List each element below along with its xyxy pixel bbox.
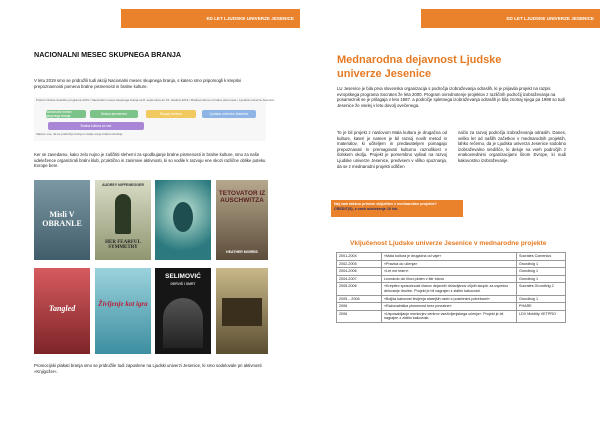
table-cell-name: »Mala kultura je drugačna od vaje« [382, 253, 517, 261]
table-row [337, 303, 566, 311]
table-cell-program: Socrates Comenius [517, 253, 566, 261]
table-cell-year: 2004-2006 [337, 268, 382, 276]
promo-line-1: Preberi zbrane dosežke programa 2019 • Nacionalni mesec skupnega branja od 8. septembra do 15. oktobra 2019 • Bralna kultura in bralna pismenost • Ljudska univerza Jesenice [36, 98, 275, 102]
book-cover-2 [95, 180, 151, 260]
book-cover-3 [155, 180, 211, 260]
promo-tag-2: Bralna pismenost [90, 110, 138, 118]
table-cell-year: 2004-2007 [337, 275, 382, 283]
table-cell-name: »Boljša kakovost življenja starejših oseb s posebnimi potrebami« [382, 295, 517, 303]
book-cover-5 [34, 268, 90, 354]
book-2-title: HER FEARFUL SYMMETRY [105, 240, 141, 250]
promo-tag-3: Skupaj beremo [146, 110, 196, 118]
right-intro-text: LU Jesenice je bila prva slovenska organizacija s področja izobraževanja odraslih, ki je prijavila projekt na razpis evropskega programa Socrates že leta 2000. Program ovrednotenje projektov z različnih področij izobraževanja na posameznik se je prilagaja v letu 1987. a področje spletnega izobraževanja odraslih je bila znotraj njega pa 1998 so tudi Jesenice že vselej v letu dovolj ovečenega. [337, 86, 565, 108]
table-cell-program: Grundtvig 1 [517, 260, 566, 268]
book-7-portrait [163, 298, 203, 348]
table-cell-name: »Pravica do učenja« [382, 260, 517, 268]
book-7-subtitle: DERVIŠ I SMRT [170, 282, 196, 286]
table-cell-year: 2005 – 2008 [337, 295, 382, 303]
promo-tag-4: Ljudska univerza Jesenice [202, 110, 256, 118]
table-row [337, 295, 566, 303]
table-cell-name: »Usposabljanje mentorjev centrov vseživljenjskega učenja«. Projekt je bil nagrajen z zlatim kakovosti. [382, 310, 517, 322]
left-header-bar [121, 9, 300, 28]
book-1-title: Misli V OBRANLE [42, 210, 82, 228]
projects-table-title: Vključenost Ljudske univerze Jesenice v mednarodne projekte [350, 240, 547, 247]
table-cell-name: »Krepitev sposobnosti članov dejavnih državljanov ciljnih skupin za uspešno delovanje družbe. Projekt je bil nagrajen z zlatim kakovosti. [382, 283, 517, 295]
book-cover-6 [95, 268, 151, 354]
table-row [337, 275, 566, 283]
table-row [337, 260, 566, 268]
right-header-text: ED LET LJUDSKE UNIVERZE JESENICE [506, 16, 594, 21]
table-row [337, 283, 566, 295]
right-page-title: Mednarodna dejavnost Ljudske univerze Jesenice [337, 54, 502, 80]
book-5-title: Tangled [48, 304, 76, 313]
book-cover-8 [216, 268, 268, 354]
table-cell-name: »Let me learn« [382, 268, 517, 276]
table-cell-name: »Računalniška pismenost brez povratne« [382, 303, 517, 311]
table-cell-program: PHARE [517, 303, 566, 311]
table-cell-program: Socrates Grundtvig 2 [517, 283, 566, 295]
table-cell-program: Grundtvig 1 [517, 275, 566, 283]
cta-line-2: CREDIT(S), z vseh udeleženje 10 lek. [334, 206, 399, 211]
book-3-figure [173, 202, 193, 232]
book-7-title: SELIMOVIĆ [165, 273, 201, 280]
table-cell-program: LDV Mobility VETPRO [517, 310, 566, 322]
book-2-figure [115, 194, 131, 234]
table-row [337, 310, 566, 322]
book-cover-1 [34, 180, 90, 260]
projects-table [336, 252, 566, 323]
right-header-bar [421, 9, 600, 28]
right-column-1: To je bil projekt z naslovom Mala kultura je drugačna od kulture, kateri je namen je bil razvoj novih metod in materialov, ki učiteljem in predavateljem pomagajo prepoznavati in premagovati kulturno raznolikost v šolskem okolju. Projekt je pomembno vplival na razvoj Ljudske univerze Jesenice, predvsem v vlilko spoznanja, da se z mednarodni projekti odličen [337, 130, 447, 169]
book-cover-4 [216, 180, 268, 260]
book-4-author: HEATHER MORRIS [226, 250, 258, 254]
left-caption: Promocijski plakati branja smo se pridružile tudi zaposlene na Ljudski univerzi Jesenice, ki smo sodelovale pri aktivnosti »Knjigožer«. [34, 363, 262, 374]
right-page [300, 0, 600, 424]
left-mid-text: Ker se zavedamo, kako zelo nujno je zaščititi sleherni za spodbujanje bralne pismenosti in bralne kulture, smo za naše udeležence organizirali bralni klub, pr;aktično in zanimive aktivnosti, ki so vodile k razvoju ene skozi različne oblike poteku Evrope bere. [34, 152, 266, 169]
table-row [337, 253, 566, 261]
table-cell-year: 2006 [337, 303, 382, 311]
left-intro-text: V letu 2019 smo se pridružili tudi akciji Nacionalni mesec skupnega branja, s katero smo pripomogli k krepitvi prepoznavnosti pomena bralne pismenosti in bralne kulture. [34, 78, 242, 89]
cta-line-1: Naj vam takšno prinese vključitev v mednarodne projekte? [334, 202, 437, 206]
left-header-text: ED LET LJUDSKE UNIVERZE JESENICE [206, 16, 294, 21]
table-cell-program: Grundtvig 1 [517, 268, 566, 276]
table-cell-year: 2006 [337, 310, 382, 322]
table-cell-name: Leonardo da Vinci ploten v štir tutoru [382, 275, 517, 283]
right-column-2: način za razvoj področja izobraževanja odraslih. Danes, veliko let od našlih začetkov v mednarodnih projektih, lahko rečemo, da je Ljudska univerza Jesenice sodobno izobraževalno središče, ki deluje na vseh področjih z enakovrednimi organizacijami širom Evrope, ki nudi kakovostno izobraževanje. [458, 130, 566, 163]
left-page-title: NACIONALNI MESEC SKUPNEGA BRANJA [34, 50, 182, 59]
cta-box [331, 200, 463, 217]
promo-banner [34, 97, 275, 141]
table-cell-year: 2002-2005 [337, 260, 382, 268]
book-cover-7 [155, 268, 211, 354]
book-8-house [222, 298, 262, 326]
promo-tag-5: Bralna kultura za vse [48, 122, 144, 130]
table-cell-year: 2005-2006 [337, 283, 382, 295]
table-row [337, 268, 566, 276]
book-4-title: TETOVATOR IZ AUSCHWITZA [218, 190, 266, 204]
book-2-author: AUDREY NIFFENEGGER [101, 183, 145, 187]
book-6-title: Življenje kot igra [98, 300, 148, 308]
promo-tag-1: Nacionalni mesec skupnega branja [46, 110, 86, 118]
promo-line-2: Vabimo vse, da se pridružijo branju in delijo svoje bralne izkušnje [36, 132, 123, 136]
table-cell-program: Grundtvig 1 [517, 295, 566, 303]
table-cell-year: 2001-2004 [337, 253, 382, 261]
